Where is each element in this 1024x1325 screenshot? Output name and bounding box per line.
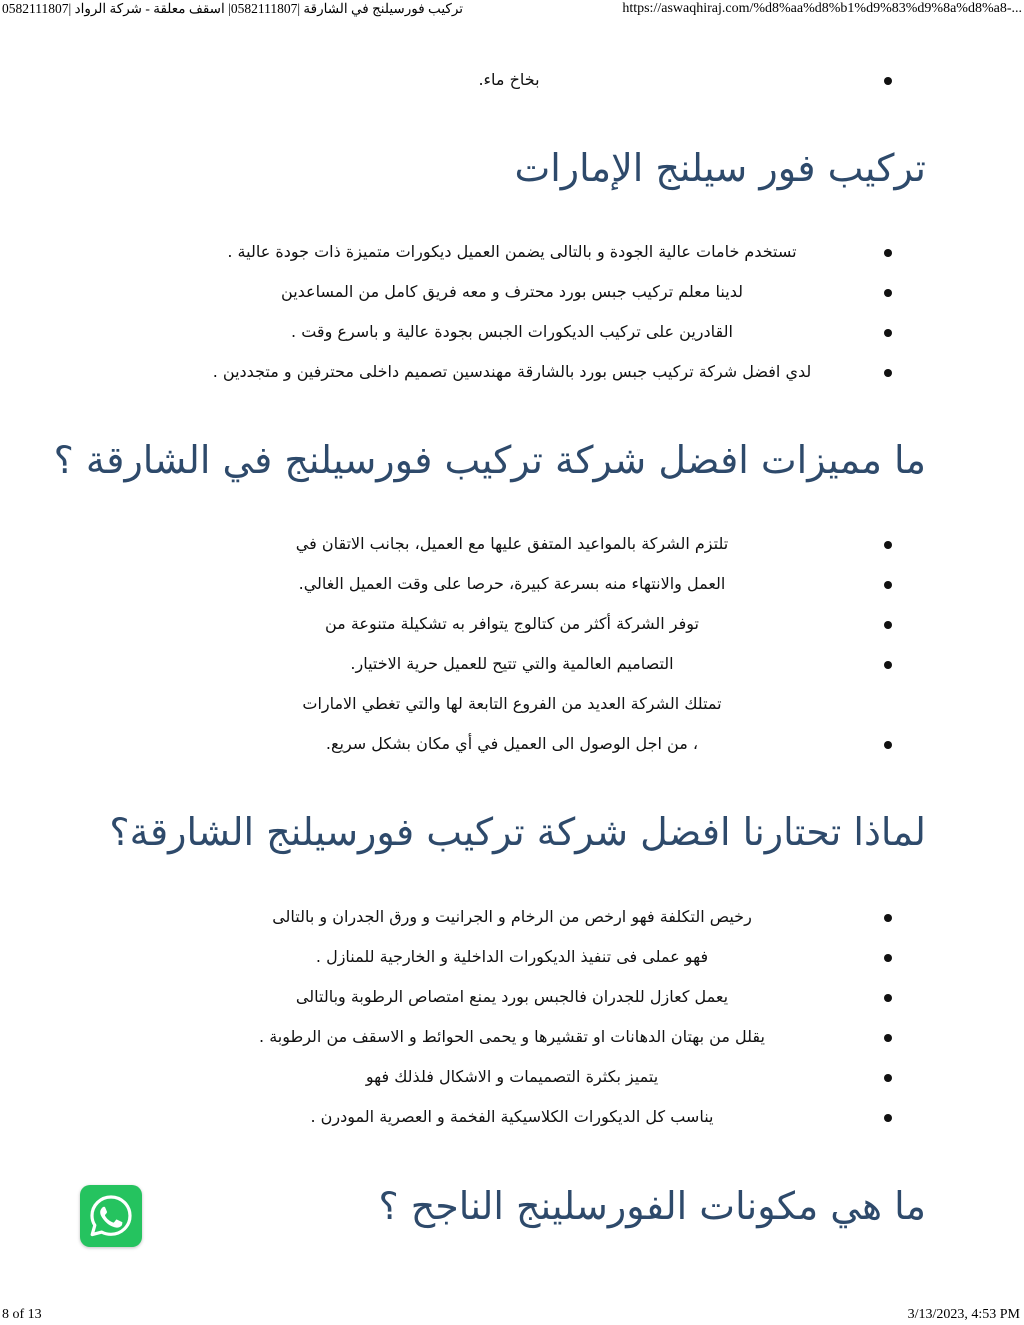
print-datetime: 3/13/2023, 4:53 PM bbox=[907, 1307, 1020, 1322]
print-footer bbox=[0, 1305, 1024, 1323]
whatsapp-icon bbox=[87, 1192, 135, 1240]
list-item: توفر الشركة أكثر من كتالوج يتوافر به تشكيلة متنوعة من bbox=[0, 610, 1024, 640]
list-item: تلتزم الشركة بالمواعيد المتفق عليها مع العميل، بجانب الاتقان في bbox=[0, 530, 1024, 560]
list-item: التصاميم العالمية والتي تتيح للعميل حرية الاختيار. bbox=[0, 650, 1024, 680]
section-heading: ما هي مكونات الفورسلينج الناجح ؟ bbox=[378, 1184, 926, 1228]
list-item: يقلل من بهتان الدهانات او تقشيرها و يحمى الحوائط و الاسقف من الرطوبة . bbox=[0, 1023, 1024, 1053]
list-item-continuation: تمتلك الشركة العديد من الفروع التابعة لها والتي تغطي الامارات bbox=[302, 694, 722, 713]
list-item: يتميز بكثرة التصميمات و الاشكال فلذلك فهو bbox=[0, 1063, 1024, 1093]
list-item: لدي افضل شركة تركيب جبس بورد بالشارقة مهندسين تصميم داخلى محترفين و متجددين . bbox=[0, 358, 1024, 388]
section-heading: لماذا تحتارنا افضل شركة تركيب فورسيلنج الشارقة؟ bbox=[109, 810, 926, 854]
list-item: ، من اجل الوصول الى العميل في أي مكان بشكل سريع. bbox=[0, 730, 1024, 760]
print-header-url[interactable]: https://aswaqhiraj.com/%d8%aa%d8%b1%d9%83%d9%8a%d8%a8-... bbox=[622, 1, 1022, 16]
section-heading: ما مميزات افضل شركة تركيب فورسيلنج في الشارقة ؟ bbox=[53, 438, 926, 482]
list-item: لدينا معلم تركيب جبس بورد محترف و معه فريق كامل من المساعدين bbox=[0, 278, 1024, 308]
print-header-title: تركيب فورسيلنج في الشارقة |0582111807| اسقف معلقة - شركة الرواد |0582111807 bbox=[2, 1, 464, 16]
list-item: رخيص التكلفة فهو ارخص من الرخام و الجرانيت و ورق الجدران و بالتالى bbox=[0, 903, 1024, 933]
list-item: فهو عملى فى تنفيذ الديكورات الداخلية و الخارجية للمنازل . bbox=[0, 943, 1024, 973]
whatsapp-button[interactable] bbox=[80, 1185, 142, 1247]
list-item: يعمل كعازل للجدران فالجبس بورد يمنع امتصاص الرطوبة وبالتالى bbox=[0, 983, 1024, 1013]
section-heading: تركيب فور سيلنج الإمارات bbox=[514, 146, 926, 190]
page-number: 8 of 13 bbox=[2, 1307, 42, 1322]
list-item: العمل والانتهاء منه بسرعة كبيرة، حرصا على وقت العميل الغالي. bbox=[0, 570, 1024, 600]
list-item: بخاخ ماء. bbox=[0, 66, 1024, 96]
list-item: القادرين على تركيب الديكورات الجبس بجودة عالية و باسرع وقت . bbox=[0, 318, 1024, 348]
list-item: يناسب كل الديكورات الكلاسيكية الفخمة و العصرية المودرن . bbox=[0, 1103, 1024, 1133]
list-item: تستخدم خامات عالية الجودة و بالتالى يضمن العميل ديكورات متميزة ذات جودة عالية . bbox=[0, 238, 1024, 268]
